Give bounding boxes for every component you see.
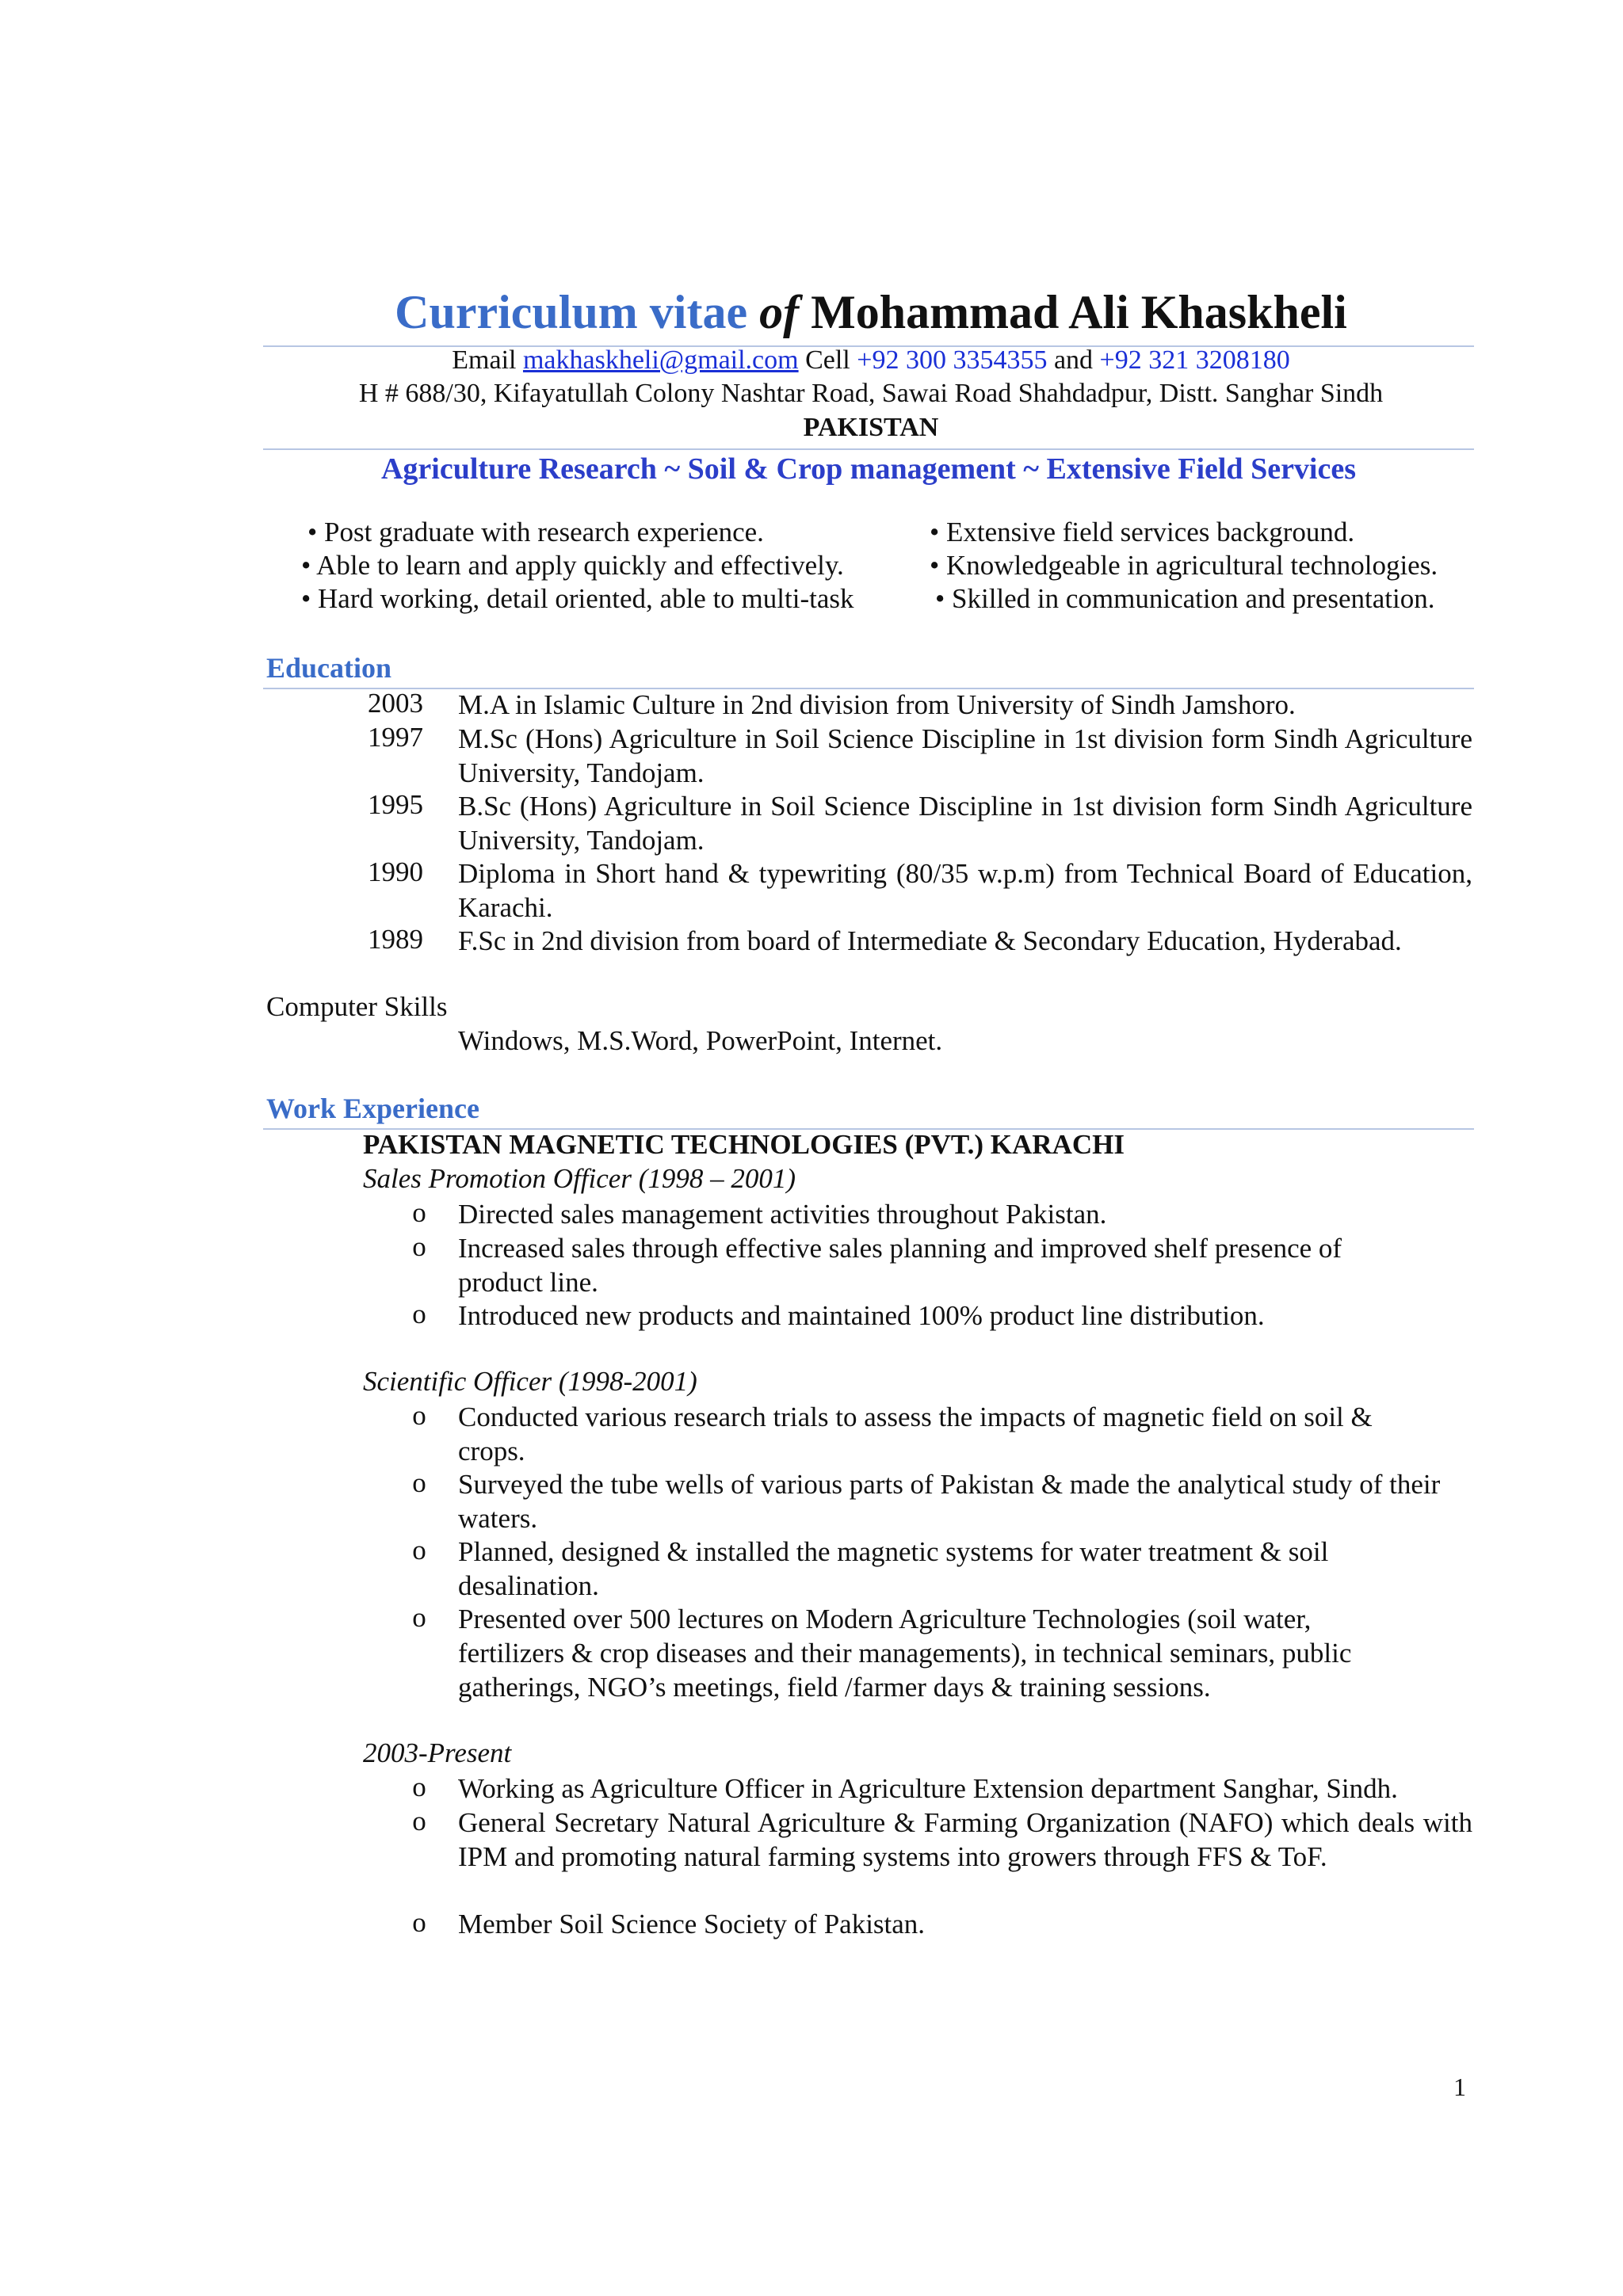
email-label: Email	[452, 345, 517, 375]
contact-line	[0, 345, 1623, 376]
list-bullet: o	[412, 1299, 426, 1329]
highlight-right-2: • Knowledgeable in agricultural technologies.	[930, 550, 1438, 581]
tagline: Agriculture Research ~ Soil & Crop management ~ Extensive Field Services	[380, 452, 1357, 486]
phone-secondary[interactable]: +92 321 3208180	[1099, 345, 1290, 375]
computer-skills-text: Windows, M.S.Word, PowerPoint, Internet.	[458, 1025, 943, 1056]
list-item: Introduced new products and maintained 100% product line distribution.	[458, 1300, 1265, 1331]
candidate-name: Mohammad Ali Khaskheli	[811, 286, 1347, 338]
list-bullet: o	[412, 1231, 426, 1262]
education-year: 2003	[368, 688, 423, 719]
list-bullet: o	[412, 1772, 426, 1802]
computer-skills-heading: Computer Skills	[266, 991, 448, 1022]
list-item: Working as Agriculture Officer in Agriculture Extension department Sanghar, Sindh.	[458, 1773, 1398, 1804]
list-item: Conducted various research trials to assess the impacts of magnetic field on soil & crops.	[458, 1402, 1373, 1466]
list-bullet: o	[412, 1535, 426, 1566]
email-link[interactable]: makhaskheli@gmail.com	[522, 345, 799, 375]
header-rule	[263, 448, 1474, 450]
highlight-left-1: • Post graduate with research experience.	[307, 517, 764, 547]
list-bullet: o	[412, 1907, 426, 1938]
and-label: and	[1053, 345, 1094, 375]
education-text: Diploma in Short hand & typewriting (80/35 w.p.m) from Technical Board of Education, Karachi.	[458, 858, 1472, 923]
page-number: 1	[1453, 2073, 1466, 2101]
role-title: 2003-Present	[363, 1737, 512, 1768]
list-item: Increased sales through effective sales planning and improved shelf presence of product line.	[458, 1233, 1342, 1298]
education-year: 1997	[368, 722, 423, 753]
highlight-right-3: • Skilled in communication and presentation.	[935, 583, 1435, 614]
highlight-left-3: • Hard working, detail oriented, able to multi-task	[301, 583, 854, 614]
highlight-right-1: • Extensive field services background.	[930, 517, 1355, 547]
education-text: M.A in Islamic Culture in 2nd division from University of Sindh Jamshoro.	[458, 689, 1296, 720]
highlight-left-2: • Able to learn and apply quickly and effectively.	[301, 550, 844, 581]
list-item: General Secretary Natural Agriculture & Farming Organization (NAFO) which deals with IPM and promoting natural farming systems into growers through FFS & ToF.	[458, 1807, 1472, 1872]
phone-primary[interactable]: +92 300 3354355	[857, 345, 1048, 375]
cell-label: Cell	[805, 345, 850, 375]
education-year: 1989	[368, 924, 423, 955]
education-heading: Education	[266, 652, 392, 684]
role-title: Scientific Officer (1998-2001)	[363, 1366, 697, 1397]
page-title	[0, 285, 1623, 340]
list-item: Directed sales management activities throughout Pakistan.	[458, 1199, 1107, 1230]
title-lead: Curriculum vitae	[395, 286, 748, 338]
list-item: Presented over 500 lectures on Modern Agriculture Technologies (soil water, fertilizers & crop diseases and their managements), in technical seminars, public gatherings, NGO’s meetings, field /farmer days & training sessions.	[458, 1604, 1352, 1703]
education-year: 1990	[368, 856, 423, 887]
list-item: Surveyed the tube wells of various parts of Pakistan & made the analytical study of their waters.	[458, 1469, 1441, 1534]
company-name: PAKISTAN MAGNETIC TECHNOLOGIES (PVT.) KARACHI	[363, 1129, 1125, 1160]
work-heading: Work Experience	[266, 1093, 479, 1124]
list-bullet: o	[412, 1467, 426, 1498]
title-of: of	[759, 286, 800, 338]
list-bullet: o	[412, 1197, 426, 1228]
list-item: Planned, designed & installed the magnetic systems for water treatment & soil desalination.	[458, 1536, 1329, 1601]
role-title: Sales Promotion Officer (1998 – 2001)	[363, 1163, 796, 1194]
list-bullet: o	[412, 1602, 426, 1633]
address-line: H # 688/30, Kifayatullah Colony Nashtar Road, Sawai Road Shahdadpur, Distt. Sanghar Sindh	[358, 379, 1384, 408]
country-line: PAKISTAN	[803, 413, 939, 442]
education-text: M.Sc (Hons) Agriculture in Soil Science Discipline in 1st division form Sindh Agriculture University, Tandojam.	[458, 723, 1472, 788]
list-bullet: o	[412, 1400, 426, 1431]
list-item: Member Soil Science Society of Pakistan.	[458, 1909, 926, 1939]
education-text: F.Sc in 2nd division from board of Intermediate & Secondary Education, Hyderabad.	[458, 925, 1402, 956]
education-year: 1995	[368, 789, 423, 820]
education-text: B.Sc (Hons) Agriculture in Soil Science Discipline in 1st division form Sindh Agriculture University, Tandojam.	[458, 791, 1472, 856]
list-bullet: o	[412, 1806, 426, 1836]
